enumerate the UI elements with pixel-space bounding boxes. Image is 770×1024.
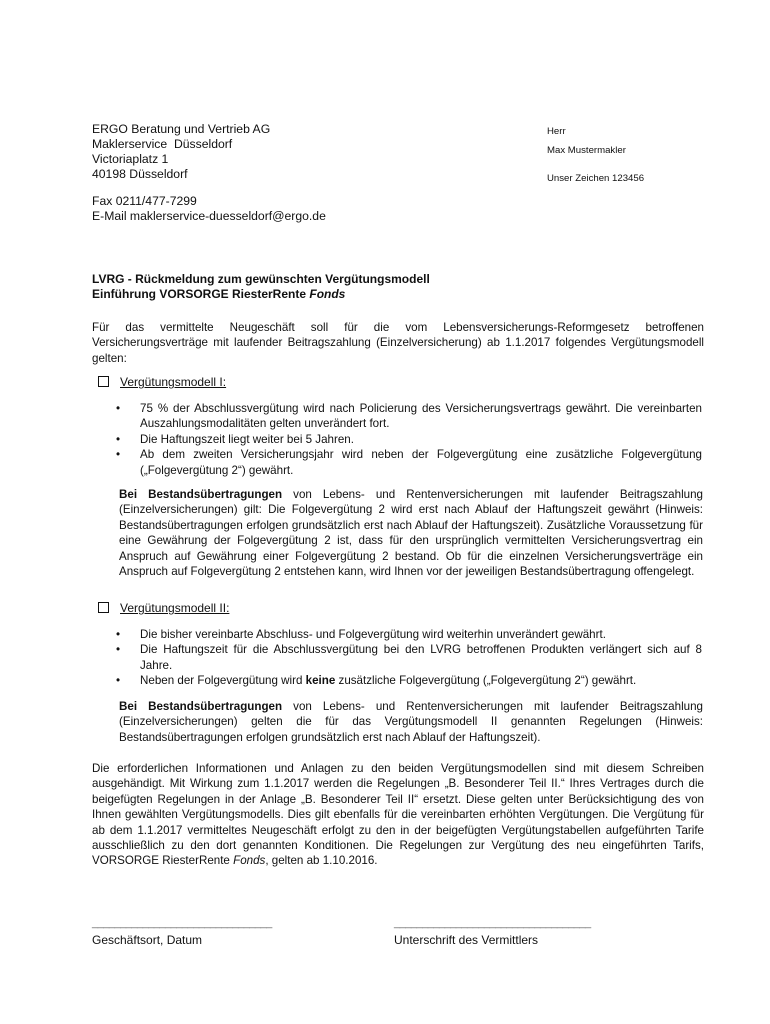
model-1-bullet-2: Die Haftungszeit liegt weiter bei 5 Jahren. xyxy=(140,432,354,446)
sender-street: Victoriaplatz 1 xyxy=(92,152,169,166)
signature-line[interactable]: ___________________________________ xyxy=(394,917,591,929)
intro-paragraph: Für das vermittelte Neugeschäft soll für die vom Lebensversicherungs-Reformgesetz betroffenen Versicherungsverträge mit laufender Beitragszahlung (Einzelversicherung) ab 1.1.2017 folgendes Vergütungsmodell gelten: xyxy=(92,321,704,365)
sender-address xyxy=(92,122,270,182)
bullet-icon: • xyxy=(116,402,121,415)
subject-line-1: LVRG - Rückmeldung zum gewünschten Vergütungsmodell xyxy=(92,272,430,286)
list-item xyxy=(116,627,702,642)
model-1-bestand-bold: Bei Bestandsübertragungen xyxy=(119,488,283,501)
model-2-title: Vergütungsmodell II: xyxy=(120,601,230,615)
sender-city: 40198 Düsseldorf xyxy=(92,167,188,181)
bullet-icon: • xyxy=(116,643,121,657)
model-1-bestand-paragraph xyxy=(119,487,703,579)
closing-text: Die erforderlichen Informationen und Anlagen zu den beiden Vergütungsmodellen sind mit diesem Schreiben ausgehändigt. Mit Wirkung zum 1.1.2017 werden die Regelungen „B. Besonderer Teil II.“ Ihres Vertrages durch die beigefügten Regelungen in der Anlage „B. Besonderer Teil II“ ersetzt. Diese gelten unter Berücksichtigung des von Ihnen gewählten Vergütungsmodells. Dies gilt ebenfalls für die vereinbarten erhöhten Vergütungen. Die Vergütung für ab dem 1.1.2017 vermitteltes Neugeschäft erfolgt zu den in der beigefügten Vergütungstabellen aufgeführten Tarife ausschließlich zu den dort genannten Konditionen. Die Regelungen zur Vergütung des neu eingeführten Tarifs, VORSORGE RiesterRente xyxy=(92,762,704,868)
list-item xyxy=(116,432,702,447)
model-2-bestand-text: von Lebens- und Rentenversicherungen mit laufender Beitragszahlung (Einzelversicherungen) gelten die für das Vergütungsmodell II genannten Regelungen (Hinweis: Bestandsübertragungen erfolgen grundsätzlich erst nach Ablauf der Haftungszeit). xyxy=(119,700,703,744)
model-2-bullet-3-prefix: Neben der Folgevergütung wird xyxy=(140,674,306,688)
closing-paragraph xyxy=(92,761,704,869)
model-1-option[interactable] xyxy=(98,375,226,390)
subject-fonds: Fonds xyxy=(309,287,346,301)
list-item xyxy=(116,401,702,432)
sender-service: Maklerservice Düsseldorf xyxy=(92,137,233,151)
model-2-bullet-3-suffix: zusätzliche Folgevergütung („Folgevergütung 2“) gewährt. xyxy=(335,674,637,688)
model-2-checkbox[interactable] xyxy=(98,602,109,613)
subject-line-2 xyxy=(92,287,430,302)
list-item xyxy=(116,447,702,478)
model-1-bullets xyxy=(116,401,702,478)
model-2-bestand-paragraph xyxy=(119,699,703,745)
model-1-bullet-1: 75 % der Abschlussvergütung wird nach Policierung des Versicherungsvertrags gewährt. Die vereinbarten Auszahlungsmodalitäten gelten unverändert fort. xyxy=(140,402,702,431)
recipient-name: Max Mustermakler xyxy=(547,145,626,156)
reference-number: Unser Zeichen 123456 xyxy=(547,173,645,184)
model-1-bullet-3: Ab dem zweiten Versicherungsjahr wird neben der Folgevergütung eine zusätzliche Folgevergütung („Folgevergütung 2“) gewährt. xyxy=(140,448,702,477)
bullet-icon: • xyxy=(116,432,121,446)
model-1-checkbox[interactable] xyxy=(98,376,109,387)
place-date-line[interactable]: ________________________________ xyxy=(92,917,272,929)
list-item xyxy=(116,673,702,688)
email-address: E-Mail maklerservice-duesseldorf@ergo.de xyxy=(92,209,326,223)
bullet-icon: • xyxy=(116,448,121,462)
model-2-option[interactable] xyxy=(98,601,229,616)
model-1-title: Vergütungsmodell I: xyxy=(120,375,227,389)
bullet-icon: • xyxy=(116,674,121,688)
sender-company: ERGO Beratung und Vertrieb AG xyxy=(92,122,271,136)
recipient-block xyxy=(547,125,644,186)
model-1-bestand-text: von Lebens- und Rentenversicherungen mit laufender Beitragszahlung (Einzelversicherungen) gilt: Die Folgevergütung 2 wird erst nach Ablauf der Haftungszeit gewährt (Hinweis: Bestandsübertragungen erfolgen grundsätzlich erst nach Ablauf der Haftungszeit). Zusätzliche Voraussetzung für eine Gewährung der Folgevergütung 2 ist, dass für den ursprünglich vermittelten Versicherungsvertrag ein Anspruch auf Gewährung einer Folgevergütung 2 bestand. Ob für die einzelnen Versicherungsverträge ein Anspruch auf Folgevergütung 2 entstehen kann, wird Ihnen vor der jeweiligen Bestandsübertragung offengelegt. xyxy=(119,488,703,579)
fax-number: Fax 0211/477-7299 xyxy=(92,194,197,208)
closing-fonds: Fonds xyxy=(233,854,266,868)
signature-label: Unterschrift des Vermittlers xyxy=(394,933,539,947)
model-2-bullet-1: Die bisher vereinbarte Abschluss- und Folgevergütung wird weiterhin unverändert gewährt. xyxy=(140,628,606,641)
place-date-label: Geschäftsort, Datum xyxy=(92,933,203,947)
bullet-icon: • xyxy=(116,628,121,641)
contact-block xyxy=(92,194,326,224)
model-2-bullet-2: Die Haftungszeit für die Abschlussvergütung bei den LVRG betroffenen Produkten verlängert sich auf 8 Jahre. xyxy=(140,643,702,672)
model-2-bullets xyxy=(116,627,702,689)
subject-line-2-text: Einführung VORSORGE RiesterRente xyxy=(92,287,310,301)
model-2-bestand-bold: Bei Bestandsübertragungen xyxy=(119,700,283,713)
list-item xyxy=(116,642,702,673)
model-2-bullet-3-bold: keine xyxy=(305,674,336,688)
recipient-salutation: Herr xyxy=(547,126,566,137)
closing-suffix: , gelten ab 1.10.2016. xyxy=(265,854,378,868)
subject-heading xyxy=(92,272,430,302)
